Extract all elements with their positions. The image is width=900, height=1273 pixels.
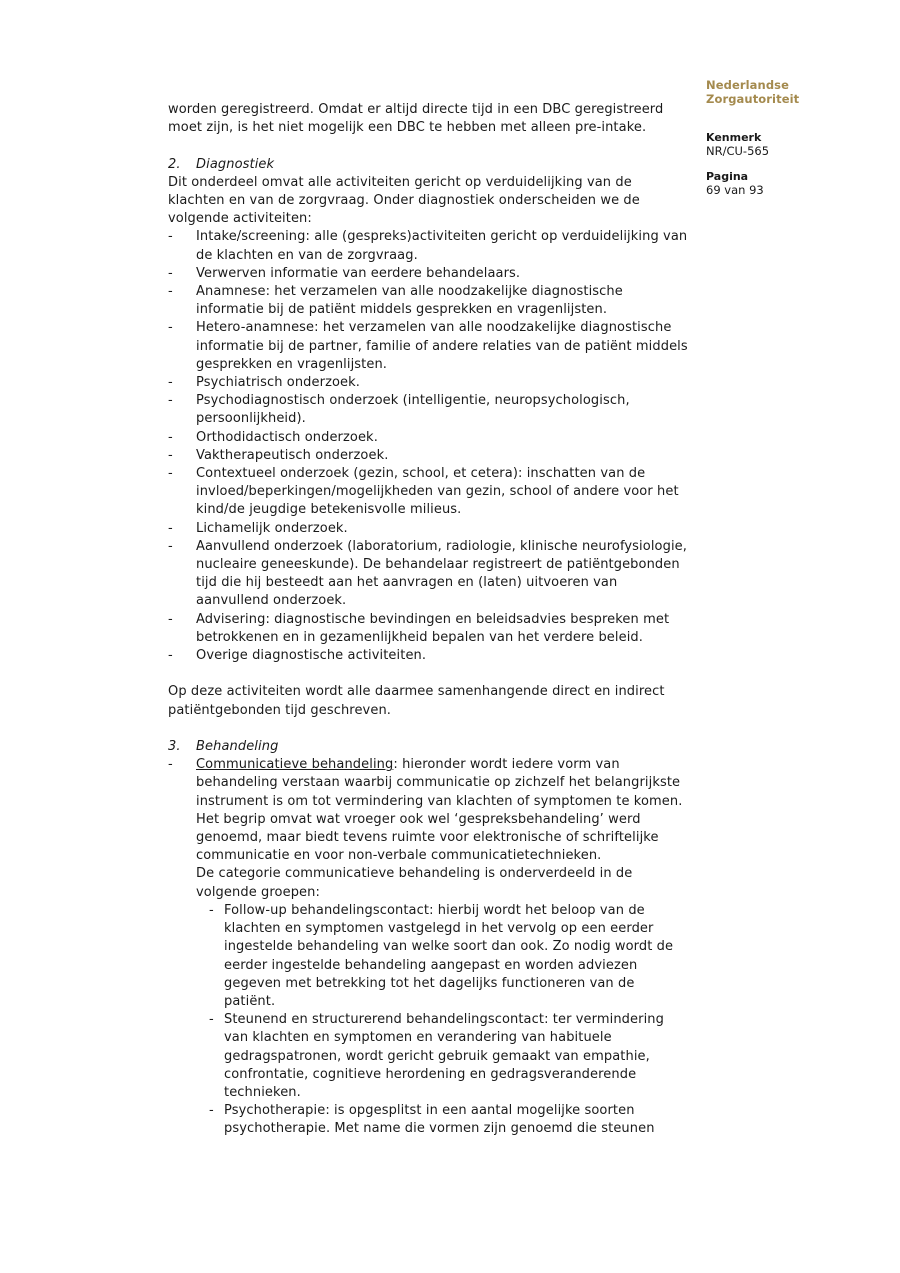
brand-wordmark: Nederlandse Zorgautoriteit xyxy=(706,78,800,106)
list-item-text: Hetero-anamnese: het verzamelen van alle noodzakelijke diagnostische informatie bij de partner, familie of andere relaties van de patiënt middels gesprekken en vragenlijsten. xyxy=(196,320,688,372)
sub-list-item-text: Psychotherapie: is opgesplitst in een aantal mogelijke soorten psychotherapie. Met name die vormen zijn genoemd die steunen xyxy=(224,1103,655,1137)
communicatieve-sub-intro: De categorie communicatieve behandeling is onderverdeeld in de volgende groepen: xyxy=(196,866,633,900)
sub-list-item xyxy=(196,1011,688,1102)
diagnostiek-lead-paragraph: Dit onderdeel omvat alle activiteiten gericht op verduidelijking van de klachten en van de zorgvraag. Onder diagnostiek onderscheiden we de volgende activiteiten: xyxy=(168,174,640,227)
bullet-dash: - xyxy=(168,284,173,300)
list-item-text: Anamnese: het verzamelen van alle noodzakelijke diagnostische informatie bij de patiënt middels gesprekken en vragenlijsten. xyxy=(196,284,623,318)
section-heading-diagnostiek xyxy=(168,156,688,174)
sub-list-item xyxy=(196,1102,688,1138)
pagina-value: 69 van 93 xyxy=(706,182,764,197)
kenmerk-label: Kenmerk xyxy=(706,131,762,144)
bullet-dash: - xyxy=(209,902,214,918)
list-item xyxy=(168,538,688,611)
communicatieve-lead-underlined: Communicatieve behandeling xyxy=(196,757,394,773)
bullet-dash: - xyxy=(168,229,173,245)
bullet-dash: - xyxy=(168,429,173,445)
pagina-label: Pagina xyxy=(706,170,749,183)
bullet-dash: - xyxy=(209,1012,214,1028)
list-item-text: Vaktherapeutisch onderzoek. xyxy=(196,447,389,463)
communicatieve-lead xyxy=(196,756,688,865)
bullet-dash: - xyxy=(168,538,173,554)
list-item xyxy=(168,392,688,428)
pagina-block xyxy=(706,170,876,197)
diagnostiek-activity-list xyxy=(168,228,688,665)
kenmerk-value: NR/CU-565 xyxy=(706,143,770,158)
list-item xyxy=(168,319,688,374)
document-body xyxy=(168,101,688,1139)
kenmerk-block xyxy=(706,131,876,158)
section-title: Behandeling xyxy=(196,739,279,755)
section-number: 3. xyxy=(168,739,181,755)
list-item-text: Psychiatrisch onderzoek. xyxy=(196,375,361,391)
list-item-text: Psychodiagnostisch onderzoek (intelligentie, neuropsychologisch, persoonlijkheid). xyxy=(196,393,630,427)
bullet-dash: - xyxy=(168,757,173,773)
communicatieve-lead-rest: : hieronder wordt iedere vorm van behandeling verstaan waarbij communicatie op zichzelf het belangrijkste instrument is om tot vermindering van klachten of symptomen te komen. Het begrip omvat wat vroeger ook wel ‘gespreksbehandeling’ werd genoemd, maar biedt tevens ruimte voor elektronische of schriftelijke communicatie en voor non-verbale communicatietechnieken. xyxy=(196,757,683,864)
list-item xyxy=(168,447,688,465)
list-item-text: Lichamelijk onderzoek. xyxy=(196,520,348,536)
list-item xyxy=(168,429,688,447)
list-item xyxy=(168,465,688,520)
list-item xyxy=(168,374,688,392)
bullet-dash: - xyxy=(168,611,173,627)
list-item-text: Advisering: diagnostische bevindingen en beleidsadvies bespreken met betrokkenen en in gezamenlijkheid bepalen van het verdere beleid. xyxy=(196,611,670,645)
intro-paragraph: worden geregistreerd. Omdat er altijd directe tijd in een DBC geregistreerd moet zijn, is het niet mogelijk een DBC te hebben met alleen pre-intake. xyxy=(168,102,664,136)
diagnostiek-closing-paragraph: Op deze activiteiten wordt alle daarmee samenhangende direct en indirect patiëntgebonden tijd geschreven. xyxy=(168,684,665,718)
list-item-text: Orthodidactisch onderzoek. xyxy=(196,429,378,445)
bullet-dash: - xyxy=(209,1103,214,1119)
list-item-text: Intake/screening: alle (gespreks)activiteiten gericht op verduidelijking van de klachten en van de zorgvraag. xyxy=(196,229,688,263)
section-heading-behandeling xyxy=(168,738,688,756)
list-item-text: Contextueel onderzoek (gezin, school, et cetera): inschatten van de invloed/beperkingen/mogelijkheden van gezin, school of andere voor het kind/de jeugdige betekenisvolle milieus. xyxy=(196,466,679,518)
page-meta-sidebar xyxy=(706,79,876,197)
list-item-text: Verwerven informatie van eerdere behandelaars. xyxy=(196,265,521,281)
list-item xyxy=(168,520,688,538)
sub-list-item-text: Follow-up behandelingscontact: hierbij wordt het beloop van de klachten en symptomen vastgelegd in het vervolg op een eerder ingestelde behandeling van welke soort dan ook. Zo nodig wordt de eerder ingestelde behandeling aangepast en worden adviezen gegeven met betrekking tot het dagelijks functioneren van de patiënt. xyxy=(224,902,674,1009)
bullet-dash: - xyxy=(168,265,173,281)
bullet-dash: - xyxy=(168,320,173,336)
list-item xyxy=(168,228,688,264)
list-item-text: Overige diagnostische activiteiten. xyxy=(196,648,427,664)
sub-list-item-text: Steunend en structurerend behandelingscontact: ter vermindering van klachten en symptomen en verandering van habituele gedragspatronen, wordt gericht gebruik gemaakt van empathie, confrontatie, cognitieve herordening en gedragsveranderende technieken. xyxy=(224,1012,664,1100)
communicatieve-behandeling-text xyxy=(196,756,688,1138)
list-item xyxy=(168,265,688,283)
bullet-dash: - xyxy=(168,520,173,536)
bullet-dash: - xyxy=(168,375,173,391)
bullet-dash: - xyxy=(168,393,173,409)
list-item-text: Aanvullend onderzoek (laboratorium, radiologie, klinische neurofysiologie, nucleaire geneeskunde). De behandelaar registreert de patiëntgebonden tijd die hij besteedt aan het aanvragen en (laten) uitvoeren van aanvullend onderzoek. xyxy=(196,538,687,609)
communicatieve-sub-list xyxy=(196,902,688,1139)
list-item xyxy=(168,283,688,319)
list-item xyxy=(168,647,688,665)
communicatieve-behandeling-item xyxy=(168,756,688,1138)
section-title: Diagnostiek xyxy=(196,156,275,172)
bullet-dash: - xyxy=(168,447,173,463)
bullet-dash: - xyxy=(168,648,173,664)
section-number: 2. xyxy=(168,156,181,172)
list-item xyxy=(168,611,688,647)
bullet-dash: - xyxy=(168,466,173,482)
sub-list-item xyxy=(196,902,688,1011)
